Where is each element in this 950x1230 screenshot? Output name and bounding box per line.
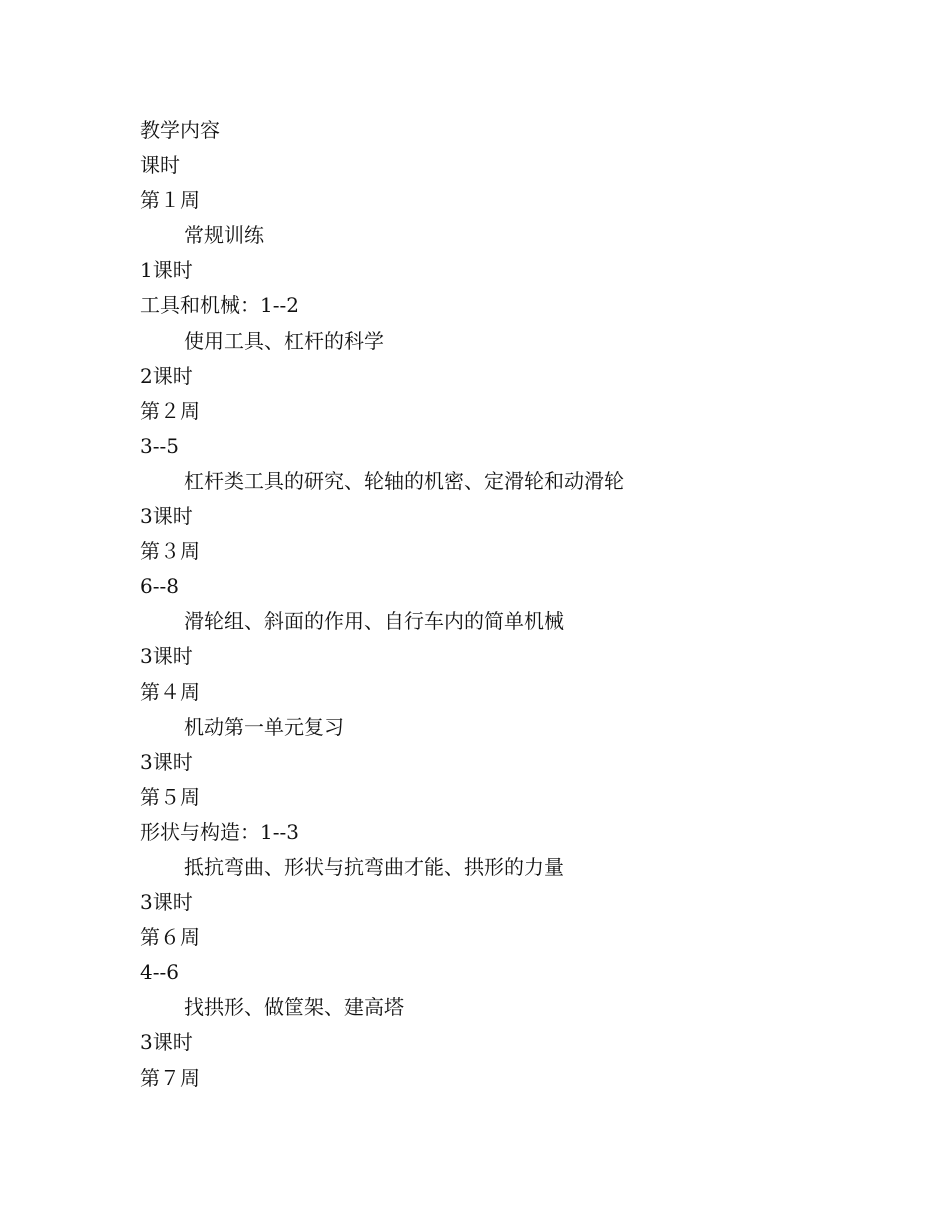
text-line: 形状与构造：1--3 — [140, 819, 299, 844]
text-line: 第１周 — [140, 188, 200, 213]
text-line: 教学内容 — [140, 118, 220, 142]
text-line: 第７周 — [140, 1065, 200, 1090]
text-line: 找拱形、做筐架、建高塔 — [184, 995, 404, 1020]
text-line: 抵抗弯曲、形状与抗弯曲才能、拱形的力量 — [184, 854, 564, 879]
text-line: 6--8 — [140, 574, 179, 599]
text-line: 工具和机械：1--2 — [140, 293, 299, 318]
text-line: 常规训练 — [184, 223, 264, 248]
text-line: 3课时 — [140, 644, 193, 669]
text-line: 2课时 — [140, 363, 193, 388]
text-line: 1课时 — [140, 258, 193, 283]
text-line: 杠杆类工具的研究、轮轴的机密、定滑轮和动滑轮 — [184, 468, 624, 493]
text-line: 3课时 — [140, 749, 193, 774]
text-line: 3课时 — [140, 890, 193, 915]
text-line: 课时 — [140, 153, 180, 178]
text-line: 滑轮组、斜面的作用、自行车内的简单机械 — [184, 609, 564, 634]
text-line: 第２周 — [140, 398, 200, 423]
text-line: 3--5 — [140, 433, 179, 458]
text-line: 3课时 — [140, 504, 193, 529]
text-line: 3课时 — [140, 1030, 193, 1055]
text-line: 机动第一单元复习 — [184, 714, 344, 739]
text-line: 使用工具、杠杆的科学 — [184, 328, 384, 353]
text-line: 第３周 — [140, 539, 200, 564]
text-line: 4--6 — [140, 960, 179, 985]
text-line: 第６周 — [140, 925, 200, 950]
text-line: 第４周 — [140, 679, 200, 704]
text-line: 第５周 — [140, 784, 200, 809]
document-body — [140, 113, 840, 1096]
